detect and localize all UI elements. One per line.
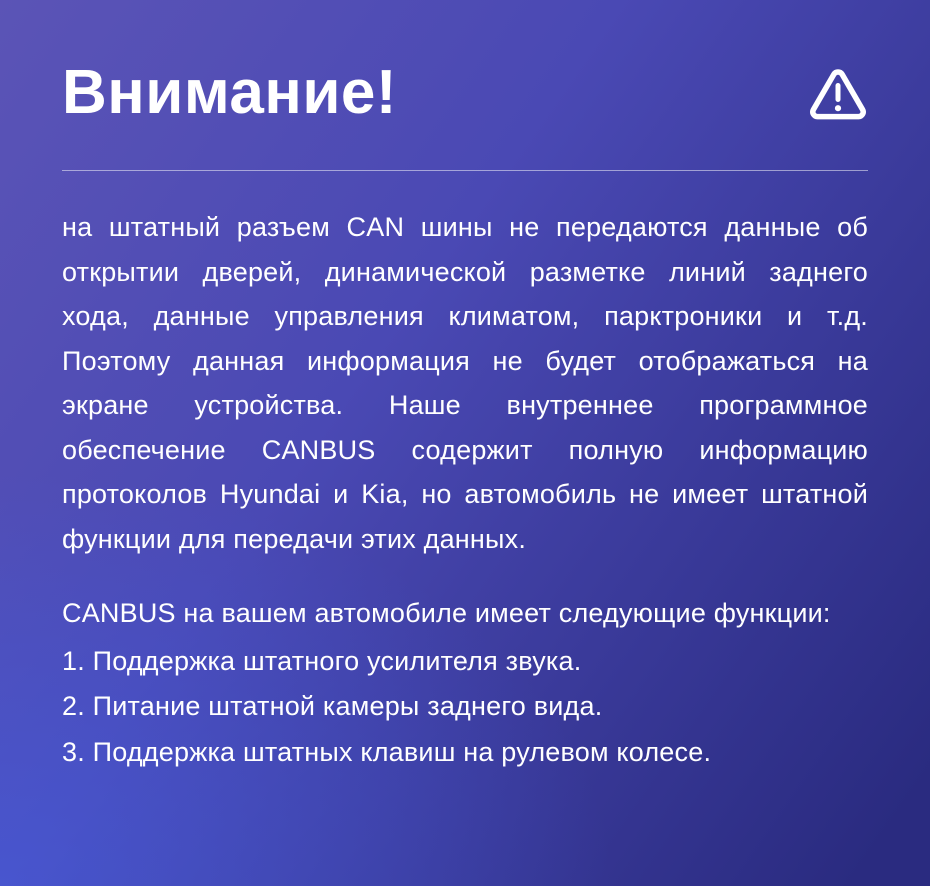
warning-triangle-icon	[808, 65, 868, 121]
paragraph-line: Поэтому данная информация не будет отображаться на	[62, 345, 868, 376]
page-header	[62, 60, 868, 126]
header-divider	[62, 170, 868, 171]
list-item: 1. Поддержка штатного усилителя звука.	[62, 645, 582, 676]
paragraph-line: хода, данные управления климатом, парктроники и т.д.	[62, 301, 868, 331]
list-item: 3. Поддержка штатных клавиш на рулевом колесе.	[62, 736, 712, 767]
list-item: 2. Питание штатной камеры заднего вида.	[62, 691, 603, 721]
page-title: Внимание!	[62, 58, 398, 127]
canbus-function-list	[62, 639, 868, 776]
warning-page	[0, 60, 930, 886]
paragraph-line: открытии дверей, динамической разметке линий заднего	[62, 256, 868, 287]
paragraph-line: функции для передачи этих данных.	[62, 523, 527, 554]
canbus-functions-intro: CANBUS на вашем автомобиле имеет следующие функции:	[62, 598, 831, 628]
paragraph-line: на штатный разъем CAN шины не передаются данные об	[62, 212, 868, 242]
warning-paragraph	[62, 205, 868, 561]
paragraph-line: обеспечение CANBUS содержит полную информацию	[62, 434, 868, 465]
paragraph-line: протоколов Hyundai и Kia, но автомобиль не имеет штатной	[62, 479, 868, 509]
paragraph-line: экране устройства. Наше внутреннее программное	[62, 390, 868, 420]
